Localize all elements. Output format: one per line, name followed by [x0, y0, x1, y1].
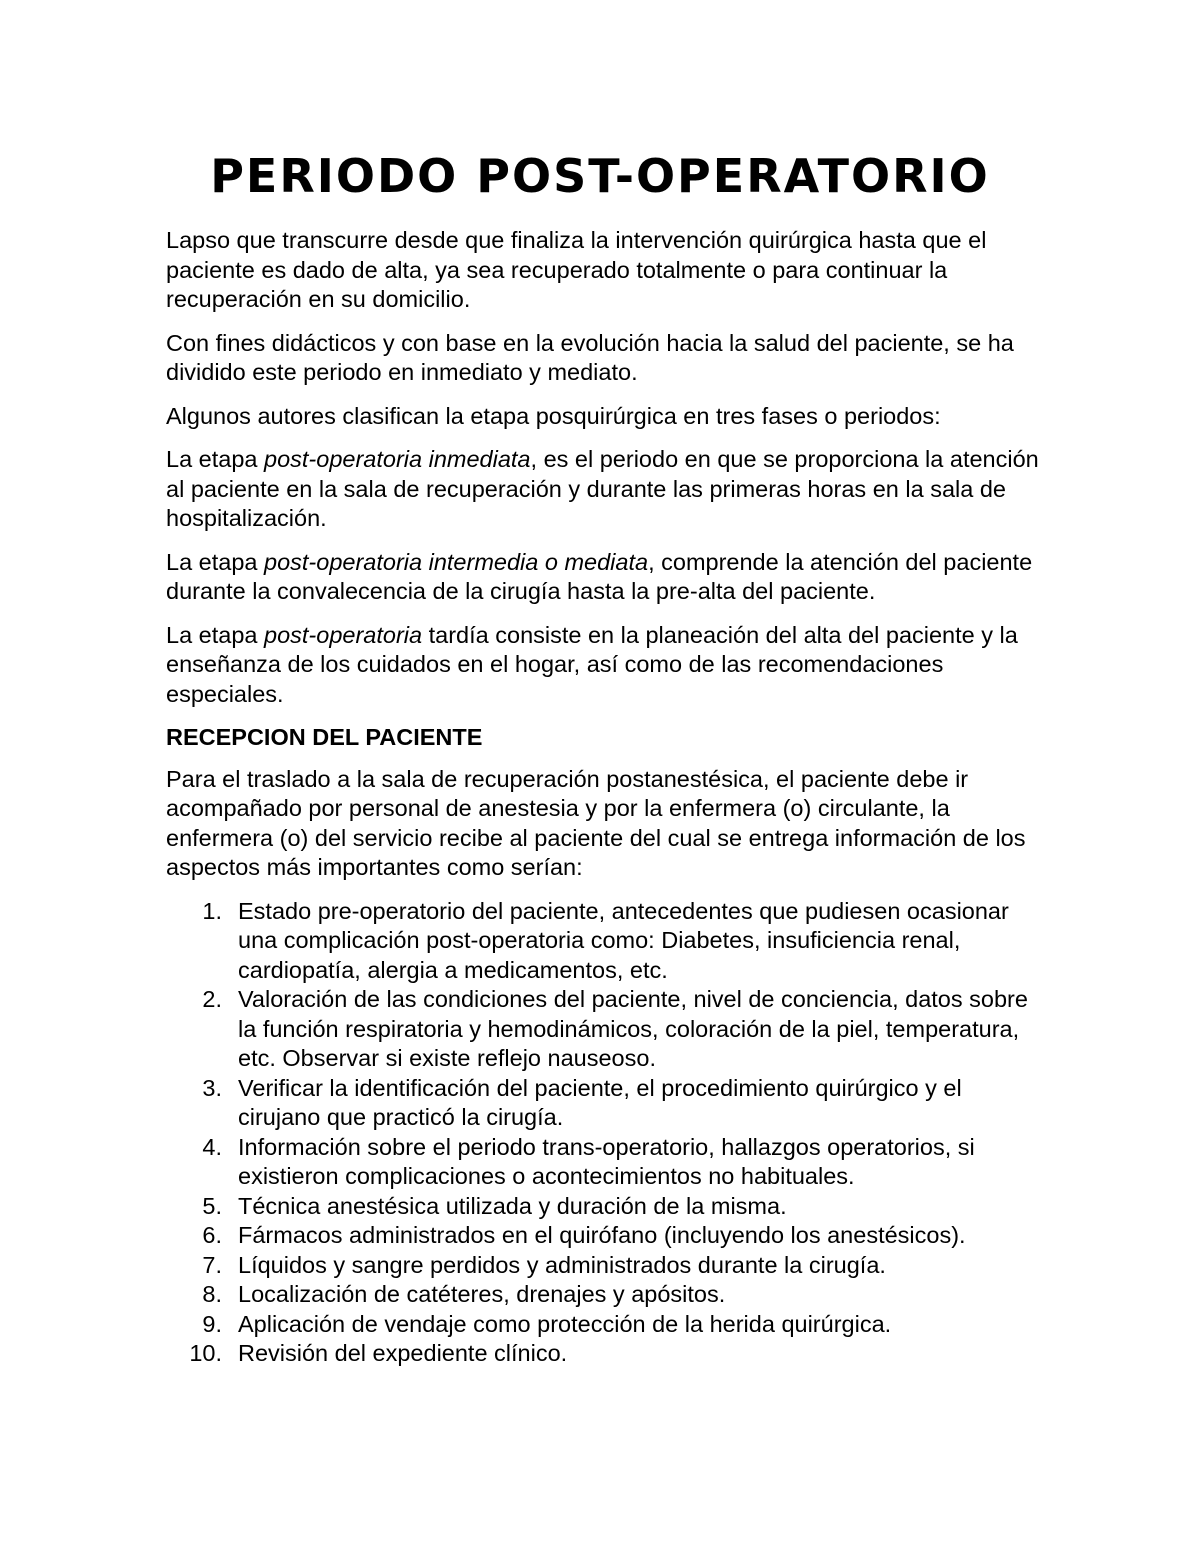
list-item [166, 1074, 1046, 1133]
list-item-number: 8. [202, 1281, 222, 1307]
list-item-number: 2. [202, 986, 222, 1012]
page-title: PERIODO POST-OPERATORIO [210, 149, 990, 203]
section-heading: RECEPCION DEL PACIENTE [166, 724, 483, 750]
list-item [166, 1280, 1046, 1310]
list-item-text: Verificar la identificación del paciente, el procedimiento quirúrgico y el cirujano que practicó la cirugía. [238, 1074, 962, 1130]
phase-intermediate-suffix: , comprende la atención del paciente durante la convalecencia de la cirugía hasta la pre-alta del paciente. [166, 548, 1033, 604]
list-item-number: 5. [202, 1192, 222, 1219]
list-item [166, 1339, 1046, 1369]
list-item [166, 1310, 1046, 1340]
phase-immediate-suffix: , es el periodo en que se proporciona la atención al paciente en la sala de recuperación y durante las primeras horas en la sala de hospitalización. [166, 446, 1039, 531]
document-body [166, 226, 1046, 1369]
phase-late-term: post-operatoria [264, 621, 423, 648]
list-item-text: Revisión del expediente clínico. [238, 1340, 568, 1366]
list-item [166, 985, 1046, 1074]
phase-immediate-prefix: La etapa [166, 446, 265, 472]
list-item-number: 7. [202, 1251, 222, 1278]
list-item [166, 1192, 1046, 1222]
phase-late-prefix: La etapa [166, 621, 265, 648]
list-item-number: 1. [202, 897, 222, 924]
list-item [166, 1133, 1046, 1192]
list-item-text: Líquidos y sangre perdidos y administrados durante la cirugía. [238, 1251, 886, 1278]
phase-intermediate-paragraph [166, 548, 1046, 607]
list-item-number: 3. [202, 1074, 222, 1101]
phase-immediate-paragraph [166, 445, 1046, 534]
list-item-number: 4. [202, 1133, 222, 1160]
reception-paragraph: Para el traslado a la sala de recuperación postanestésica, el paciente debe ir acompañado por personal de anestesia y por la enfermera (o) circulante, la enfermera (o) del servicio recibe al paciente del cual se entrega información de los aspectos más importantes como serían: [166, 765, 1026, 880]
phase-late-paragraph [166, 621, 1046, 710]
list-item [166, 1251, 1046, 1281]
phase-late-suffix: tardía consiste en la planeación del alta del paciente y la enseñanza de los cuidados en el hogar, así como de las recomendaciones especiales. [166, 621, 1018, 707]
phases-intro-paragraph: Algunos autores clasifican la etapa posquirúrgica en tres fases o periodos: [166, 402, 941, 429]
list-item-text: Estado pre-operatorio del paciente, antecedentes que pudiesen ocasionar una complicación post-operatoria como: Diabetes, insuficiencia renal, cardiopatía, alergia a medicamentos, etc. [238, 897, 1009, 983]
reception-list [166, 897, 1046, 1369]
list-item-number: 10. [189, 1340, 222, 1366]
list-item-text: Valoración de las condiciones del paciente, nivel de conciencia, datos sobre la función respiratoria y hemodinámicos, coloración de la piel, temperatura, etc. Observar si existe reflejo nauseoso. [238, 986, 1028, 1071]
list-item-text: Fármacos administrados en el quirófano (incluyendo los anestésicos). [238, 1222, 966, 1248]
list-item-text: Aplicación de vendaje como protección de la herida quirúrgica. [238, 1310, 892, 1337]
intro-paragraph: Lapso que transcurre desde que finaliza la intervención quirúrgica hasta que el paciente es dado de alta, ya sea recuperado totalmente o para continuar la recuperación en su domicilio. [166, 227, 987, 312]
didactic-paragraph: Con fines didácticos y con base en la evolución hacia la salud del paciente, se ha dividido este periodo en inmediato y mediato. [166, 329, 1014, 385]
phase-immediate-term: post-operatoria inmediata [264, 446, 531, 472]
phase-intermediate-prefix: La etapa [166, 548, 265, 575]
list-item-text: Técnica anestésica utilizada y duración de la misma. [238, 1192, 787, 1219]
phase-intermediate-term: post-operatoria intermedia o mediata [264, 548, 649, 575]
list-item-number: 9. [202, 1310, 222, 1337]
list-item [166, 897, 1046, 986]
list-item [166, 1221, 1046, 1251]
list-item-text: Información sobre el periodo trans-operatorio, hallazgos operatorios, si existieron complicaciones o acontecimientos no habituales. [238, 1133, 975, 1189]
list-item-number: 6. [202, 1222, 222, 1248]
list-item-text: Localización de catéteres, drenajes y apósitos. [238, 1281, 726, 1307]
